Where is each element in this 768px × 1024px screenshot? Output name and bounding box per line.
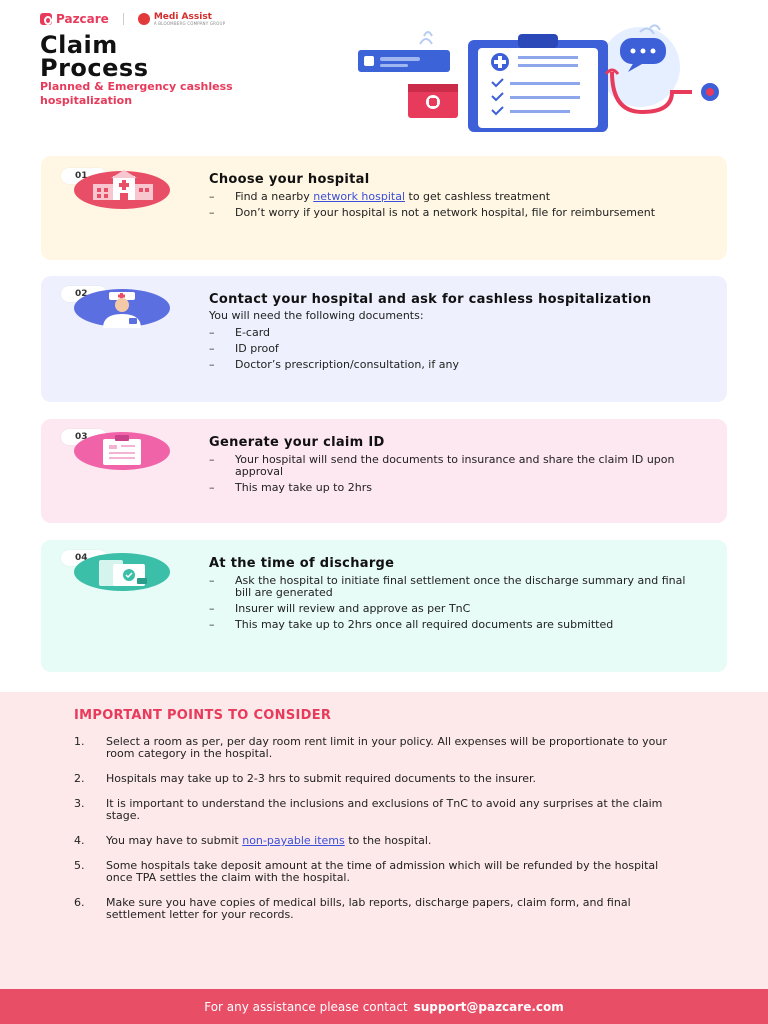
support-email-link[interactable]: support@pazcare.com <box>413 999 564 1014</box>
list-item: – Doctor’s prescription/consultation, if any <box>209 359 697 371</box>
step-intro: You will need the following documents: <box>209 309 424 322</box>
medi-assist-logo-icon <box>138 13 150 25</box>
list-item: 3. It is important to understand the inclusions and exclusions of TnC to avoid any surprises at the claim stage. <box>74 797 663 822</box>
list-item: – E-card <box>209 327 697 339</box>
step-title: At the time of discharge <box>209 556 395 571</box>
list-item: – Find a nearby network hospital to get cashless treatment <box>209 191 697 203</box>
step-title: Choose your hospital <box>209 172 370 187</box>
brand-bar <box>40 12 225 26</box>
step-number: 01 <box>61 168 107 184</box>
medical-clipboard-illustration <box>350 22 730 132</box>
page-subtitle: Planned & Emergency cashless hospitalization <box>40 80 233 107</box>
step-list <box>209 454 697 494</box>
list-item: 4. You may have to submit non-payable items to the hospital. <box>74 834 432 847</box>
pazcare-logo <box>40 12 109 26</box>
list-item: 1. Select a room as per, per day room rent limit in your policy. All expenses will be proportionate to your room category in the hospital. <box>74 735 667 760</box>
step-list <box>209 327 697 371</box>
medi-assist-logo <box>138 13 225 26</box>
header <box>0 0 768 136</box>
step-number: 02 <box>61 286 107 302</box>
page-title: Claim Process <box>40 31 149 82</box>
step-title: Contact your hospital and ask for cashless hospitalization <box>209 292 652 307</box>
pazcare-logo-icon <box>40 13 52 25</box>
important-points-list <box>74 736 684 934</box>
list-item: 6. Make sure you have copies of medical bills, lab reports, discharge papers, claim form, and final settlement letter for your records. <box>74 896 631 921</box>
step-card-discharge <box>41 540 727 672</box>
claim-form-icon <box>73 431 171 471</box>
list-item: – Your hospital will send the documents to insurance and share the claim ID upon approval <box>209 454 697 478</box>
step-title: Generate your claim ID <box>209 435 385 450</box>
list-item: – ID proof <box>209 343 697 355</box>
footer-bar <box>0 989 768 1024</box>
step-list <box>209 575 697 631</box>
step-number: 04 <box>61 550 107 566</box>
step-list <box>209 191 697 219</box>
medi-assist-tagline: A BLOOMBERG COMPANY GROUP <box>153 20 226 26</box>
list-item: 5. Some hospitals take deposit amount at the time of admission which will be refunded by the hospital once TPA settles the claim with the hospital. <box>74 859 659 884</box>
step-number: 03 <box>61 429 107 445</box>
list-item: 2. Hospitals may take up to 2-3 hrs to submit required documents to the insurer. <box>74 772 537 785</box>
footer-text: For any assistance please contact <box>204 999 408 1014</box>
section-title: IMPORTANT POINTS TO CONSIDER <box>74 708 332 723</box>
hospital-building-icon <box>73 170 171 210</box>
list-item: – This may take up to 2hrs once all required documents are submitted <box>209 619 697 631</box>
medi-assist-logo-text: Medi Assist <box>153 11 212 22</box>
network-hospital-link[interactable]: network hospital <box>313 190 406 203</box>
step-card-choose-hospital <box>41 156 727 260</box>
step-card-contact-hospital <box>41 276 727 402</box>
doctor-nurse-icon <box>73 288 171 328</box>
non-payable-items-link[interactable]: non-payable items <box>242 834 345 847</box>
discharge-bill-icon <box>73 552 171 592</box>
list-item: – This may take up to 2hrs <box>209 482 697 494</box>
brand-divider <box>123 13 124 25</box>
important-points-section <box>0 692 768 989</box>
pazcare-logo-text: Pazcare <box>56 12 109 26</box>
list-item: – Insurer will review and approve as per TnC <box>209 603 697 615</box>
list-item: – Ask the hospital to initiate final settlement once the discharge summary and final bill are generated <box>209 575 697 599</box>
step-card-generate-claim <box>41 419 727 523</box>
list-item: – Don’t worry if your hospital is not a network hospital, file for reimbursement <box>209 207 697 219</box>
